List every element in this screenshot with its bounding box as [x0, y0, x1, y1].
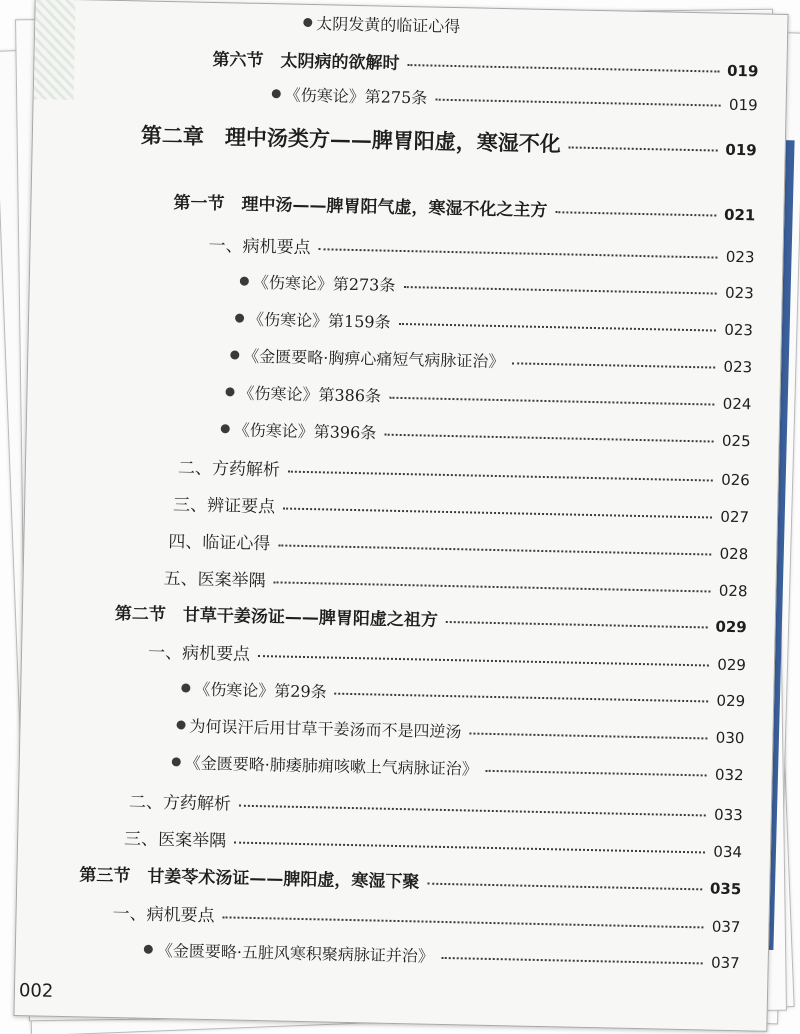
dot-leader [427, 883, 702, 891]
toc-entry[interactable] [115, 599, 747, 637]
toc-page-number: 023 [724, 283, 754, 303]
toc-page-number: 019 [726, 61, 759, 81]
toc-entry-text: 《伤寒论》第273条 [240, 270, 396, 296]
dot-leader [239, 805, 706, 817]
toc-entry[interactable] [112, 899, 740, 937]
bullet-icon [272, 89, 281, 98]
toc-entry-text: 第二节 甘草干姜汤证——脾胃阳虚之祖方 [114, 604, 439, 631]
toc-entry[interactable] [178, 453, 750, 490]
toc-page-number: 037 [711, 917, 741, 937]
toc-chapter-entry[interactable] [141, 119, 757, 162]
toc-entry[interactable] [168, 527, 748, 564]
dot-leader [389, 397, 715, 406]
toc-entry-text: 为何误汗后用甘草干姜汤而不是四逆汤 [176, 713, 461, 742]
toc-entry[interactable] [176, 713, 744, 748]
toc-page-number: 035 [709, 879, 742, 899]
toc-entry-text: 一、病机要点 [208, 235, 311, 259]
toc-page-number: 030 [715, 728, 745, 748]
toc-page-number: 034 [713, 842, 743, 862]
toc-page-number: 033 [713, 805, 743, 825]
toc-entry-text: 《金匮要略·胸痹心痛短气病脉证治》 [230, 343, 505, 372]
toc-entry-text: 《伤寒论》第29条 [181, 676, 327, 702]
toc-entry-text: 三、医案举隅 [123, 829, 227, 852]
toc-entry[interactable] [230, 343, 752, 377]
toc-page-number: 032 [714, 765, 744, 785]
dot-leader [442, 957, 703, 964]
toc-entry-text: 一、病机要点 [147, 642, 251, 665]
bullet-icon [221, 424, 230, 433]
toc-entry-text: 二、方药解析 [128, 792, 232, 815]
toc-page [13, 0, 788, 1032]
dot-leader [486, 770, 707, 777]
bullet-icon [144, 945, 153, 954]
toc-page-number: 029 [716, 691, 746, 711]
toc-entry-text: 第三节 甘姜苓术汤证——脾阳虚，寒湿下聚 [79, 865, 420, 893]
dot-leader [283, 508, 712, 519]
bullet-icon [225, 387, 234, 396]
toc-entry-text: 第一节 理中汤——脾胃阳气虚，寒湿不化之主方 [173, 193, 548, 221]
toc-page-number: 029 [717, 655, 747, 675]
toc-entry[interactable] [173, 188, 755, 225]
toc-entry[interactable] [208, 231, 754, 267]
toc-page-number: 037 [710, 953, 740, 973]
toc-page-number: 025 [721, 431, 751, 451]
toc-page-number: 028 [718, 581, 748, 601]
bullet-icon [172, 757, 181, 766]
toc-page-number: 028 [719, 544, 749, 564]
dot-leader [234, 842, 705, 854]
dot-leader [435, 99, 721, 107]
page-number: 002 [18, 980, 54, 1002]
toc-page-number: 024 [722, 394, 752, 414]
toc-entry[interactable] [79, 860, 741, 899]
toc-entry[interactable] [303, 11, 759, 44]
toc-entry-text: 第二章 理中汤类方——脾胃阳虚，寒湿不化 [140, 122, 562, 157]
bullet-icon [181, 683, 190, 692]
bullet-icon [230, 350, 239, 359]
toc-page-number: 019 [725, 140, 757, 160]
toc-entry-text: 太阴发黄的临证心得 [303, 11, 460, 37]
toc-entry[interactable] [173, 490, 749, 527]
toc-entry-text: 四、临证心得 [168, 532, 271, 555]
toc-entry-text: 《金匮要略·肺痿肺痈咳嗽上气病脉证治》 [172, 750, 479, 779]
toc-entry[interactable] [272, 82, 758, 115]
bullet-icon [303, 18, 312, 27]
toc-entry-text: 三、辨证要点 [172, 495, 276, 518]
toc-entry[interactable] [124, 824, 742, 862]
toc-entry[interactable] [240, 270, 754, 304]
toc-entry-text: 《伤寒论》第386条 [225, 380, 381, 406]
toc-entry-text: 五、医案举隅 [163, 569, 266, 592]
toc-entry[interactable] [163, 564, 747, 601]
toc-page-number: 027 [720, 507, 750, 527]
toc-page-number: 023 [723, 357, 753, 377]
toc-entry[interactable] [225, 380, 751, 414]
bullet-icon [176, 720, 185, 729]
dot-leader [288, 471, 713, 482]
dot-leader [403, 286, 717, 295]
dot-leader [399, 323, 717, 332]
toc-page-number: 026 [720, 470, 750, 490]
dot-leader [407, 64, 719, 73]
dot-leader [384, 434, 714, 443]
toc-entry[interactable] [144, 938, 740, 973]
bullet-icon [240, 277, 249, 286]
toc-entry-text: 《金匮要略·五脏风寒积聚病脉证并治》 [144, 938, 435, 967]
bullet-icon [235, 313, 244, 322]
toc-page-number: 023 [725, 247, 755, 267]
table-of-contents [14, 0, 787, 1031]
dot-leader [555, 211, 716, 216]
toc-entry[interactable] [172, 750, 744, 785]
toc-page-number: 029 [715, 617, 747, 637]
dot-leader [258, 655, 709, 666]
toc-entry[interactable] [148, 638, 746, 676]
toc-entry[interactable] [212, 45, 758, 81]
toc-page-number: 021 [723, 205, 756, 225]
toc-entry[interactable] [221, 417, 751, 451]
toc-entry[interactable] [181, 676, 745, 711]
dot-leader [569, 146, 718, 151]
dot-leader [319, 248, 718, 258]
toc-page-number: 023 [724, 320, 754, 340]
toc-entry-text: 二、方药解析 [177, 458, 281, 481]
dot-leader [446, 621, 708, 628]
dot-leader [335, 693, 709, 703]
toc-page-number: 019 [728, 95, 758, 115]
toc-entry-text: 《伤寒论》第159条 [235, 306, 391, 332]
dot-leader [512, 362, 715, 368]
toc-entry-text: 《伤寒论》第396条 [221, 417, 377, 443]
toc-entry-text: 第六节 太阴病的欲解时 [212, 49, 400, 74]
toc-entry-text: 一、病机要点 [112, 904, 215, 927]
toc-entry[interactable] [129, 787, 743, 825]
dot-leader [469, 732, 707, 739]
toc-entry-text: 《伤寒论》第275条 [272, 82, 428, 108]
dot-leader [223, 916, 704, 928]
dot-leader [278, 544, 711, 555]
toc-entry[interactable] [235, 306, 753, 340]
dot-leader [274, 581, 711, 592]
